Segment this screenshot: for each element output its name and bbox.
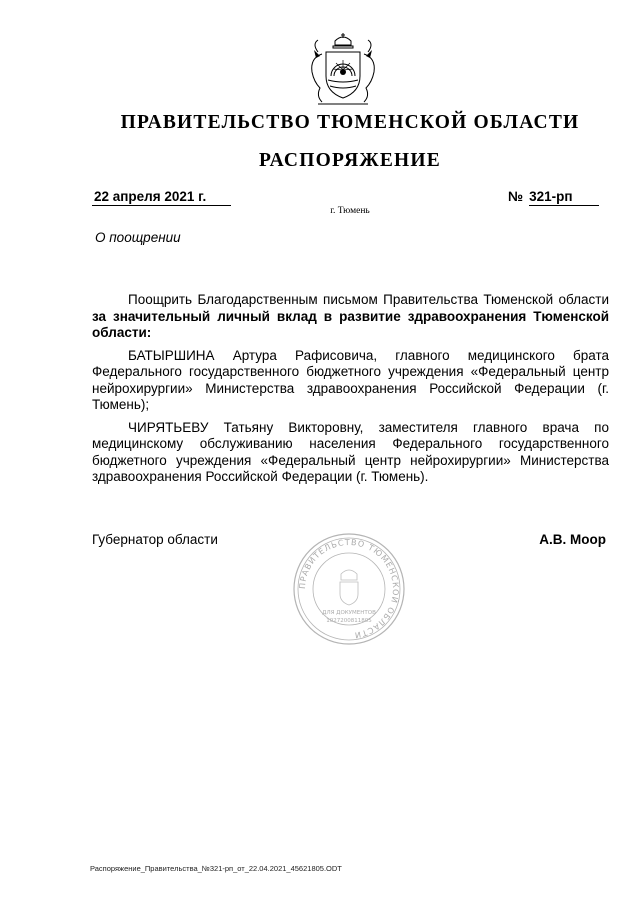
city: г. Тюмень <box>330 206 370 216</box>
official-seal-stamp <box>292 532 406 646</box>
file-name-footer: Распоряжение_Правительства_№321-рп_от_22.04.2021_45621805.ODT <box>90 864 342 873</box>
number-sign: № <box>508 189 524 204</box>
document-number <box>508 189 604 206</box>
seal-inner-text: ДЛЯ ДОКУМЕНТОВ <box>322 610 376 616</box>
signer-name: А.В. Моор <box>539 532 606 547</box>
paragraph-intro <box>92 292 609 342</box>
coat-of-arms-emblem <box>300 32 386 110</box>
seal-code: 1027200811805 <box>326 618 372 624</box>
signer-position: Губернатор области <box>92 532 218 547</box>
subject-line: О поощрении <box>95 230 181 245</box>
number-value: 321-рп <box>529 189 599 206</box>
intro-text: Поощрить Благодарственным письмом Правительства Тюменской области <box>128 292 609 307</box>
paragraph-awardee-1: БАТЫРШИНА Артура Рафисовича, главного медицинского брата Федерального государственного бюджетного учреждения «Федеральный центр нейрохирургии» Министерства здравоохранения Российской Федерации (г. Тюмень); <box>92 347 609 412</box>
document-body <box>92 292 609 492</box>
seal-ring-text: ПРАВИТЕЛЬСТВО ТЮМЕНСКОЙ ОБЛАСТИ <box>297 537 401 640</box>
document-type: РАСПОРЯЖЕНИЕ <box>259 150 441 171</box>
government-name: ПРАВИТЕЛЬСТВО ТЮМЕНСКОЙ ОБЛАСТИ <box>120 112 580 133</box>
intro-bold-text: за значительный личный вклад в развитие здравоохранения Тюменской области: <box>92 308 609 340</box>
paragraph-awardee-2: ЧИРЯТЬЕВУ Татьяну Викторовну, заместителя главного врача по медицинскому обслуживанию населения Федерального государственного бюджетного учреждения «Федеральный центр нейрохирургии» Министерства здравоохранения Российской Федерации (г. Тюмень). <box>92 419 609 484</box>
document-date: 22 апреля 2021 г. <box>92 189 231 206</box>
